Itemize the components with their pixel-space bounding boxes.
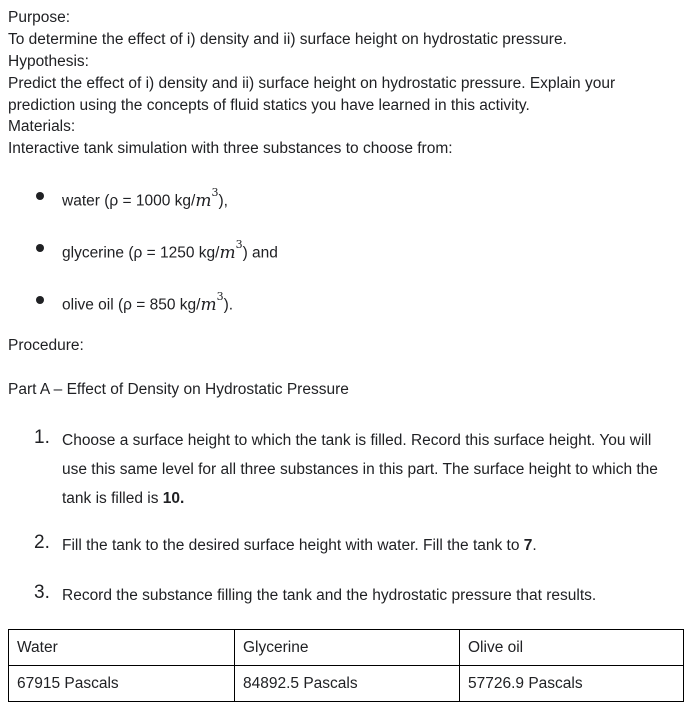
step-number: 3. <box>34 582 50 603</box>
unit-cubic-meter: $m^3$ <box>200 290 224 315</box>
hypothesis-text-line-2: prediction using the concepts of fluid statics you have learned in this activity. <box>8 97 530 114</box>
step-number: 2. <box>34 532 50 553</box>
step-number: 1. <box>34 427 50 448</box>
hypothesis-text-line-1: Predict the effect of i) density and ii) surface height on hydrostatic pressure. Explain your <box>8 75 616 92</box>
materials-text: Interactive tank simulation with three substances to choose from: <box>8 140 453 157</box>
purpose-heading: Purpose: <box>8 9 71 26</box>
materials-heading: Materials: <box>8 118 76 135</box>
table-row <box>9 666 684 702</box>
step-answer: 10. <box>162 490 185 507</box>
table-header-cell: Water <box>9 630 235 666</box>
procedure-heading: Procedure: <box>8 337 84 354</box>
bullet-icon <box>36 244 44 252</box>
part-a-title: Part A – Effect of Density on Hydrostatic Pressure <box>8 381 349 398</box>
bullet-icon <box>36 192 44 200</box>
hypothesis-heading: Hypothesis: <box>8 53 89 70</box>
results-table <box>8 629 684 702</box>
table-cell: 84892.5 Pascals <box>235 666 460 702</box>
purpose-text: To determine the effect of i) density and ii) surface height on hydrostatic pressure. <box>8 31 567 48</box>
table-header-cell: Glycerine <box>235 630 460 666</box>
table-header-row <box>9 630 684 666</box>
unit-cubic-meter: $m^3$ <box>219 238 243 263</box>
unit-cubic-meter: $m^3$ <box>195 186 219 211</box>
bullet-icon <box>36 296 44 304</box>
table-header-cell: Olive oil <box>460 630 684 666</box>
table-cell: 67915 Pascals <box>9 666 235 702</box>
step-answer: 7 <box>523 537 533 554</box>
table-cell: 57726.9 Pascals <box>460 666 684 702</box>
